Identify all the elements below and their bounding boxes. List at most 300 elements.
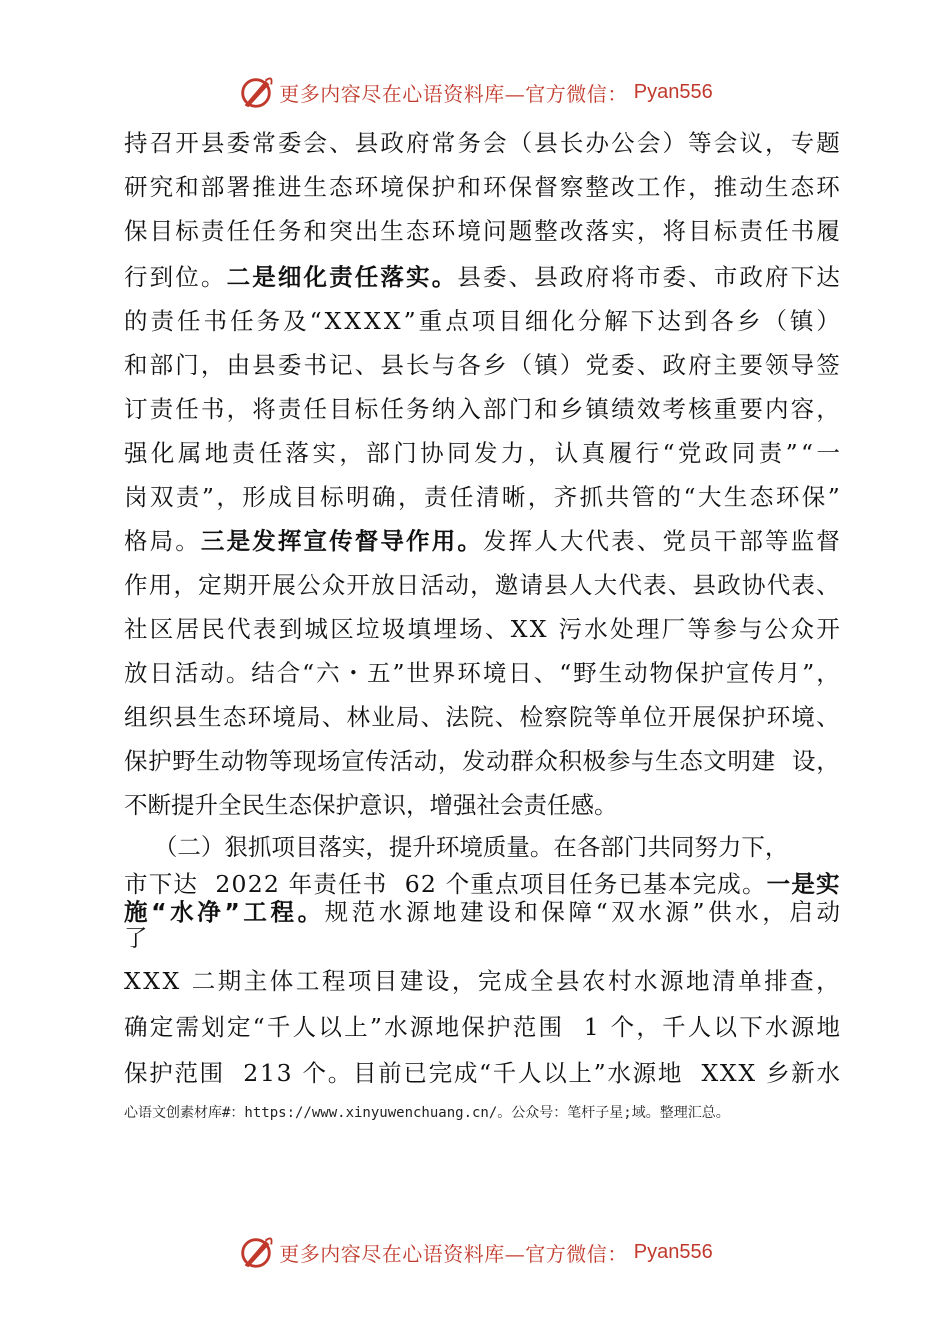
text-run-char: ，: [527, 439, 552, 467]
bold-heading-run-char: 实: [816, 870, 840, 898]
text-run-char: 区: [330, 615, 354, 643]
text-run-char: 责: [277, 395, 302, 423]
text-run-char: 作: [662, 173, 686, 201]
text-run-char: 部: [149, 351, 174, 379]
text-run-char: ”: [802, 659, 815, 687]
text-run-char: 同: [731, 439, 756, 467]
text-run-char: 人: [687, 1013, 712, 1041]
bold-heading-run-char: 是: [226, 527, 251, 555]
text-run-char: 环: [247, 703, 272, 731]
text-run-char: 乡: [559, 395, 584, 423]
bold-heading-run-char: ”: [224, 898, 240, 926]
text-run-char: 务: [256, 307, 281, 335]
text-run-char: [564, 1012, 571, 1042]
text-run-char: 织: [148, 703, 173, 731]
text-run-char: 要: [739, 351, 763, 379]
text-run-char: 各: [457, 351, 481, 379]
text-run-char: 等: [593, 703, 618, 731]
text-run-char: 推: [713, 173, 738, 201]
text-run-char: 、: [484, 615, 509, 643]
text-run-char: 设: [425, 967, 450, 995]
text-run-char: 和: [457, 173, 481, 201]
text-run-char: 化: [551, 307, 575, 335]
text-run-char: 县: [544, 571, 568, 599]
text-run-char: 法: [445, 703, 469, 731]
text-run-char: 考: [662, 395, 686, 423]
text-run-char: 、: [494, 703, 519, 731]
text-run-char: 分: [577, 307, 602, 335]
text-run-char: 务: [457, 129, 481, 157]
text-line: [124, 394, 840, 424]
text-run-char: ，: [398, 483, 422, 511]
text-run-char: 保: [124, 747, 148, 775]
text-run-char: 将: [252, 395, 276, 423]
text-run-char: “: [662, 439, 675, 467]
text-run-char: 开: [667, 703, 692, 731]
text-run-char: ，: [765, 129, 789, 157]
text-run-char: 局: [297, 703, 321, 731]
text-run-char: 和: [534, 395, 558, 423]
text-run-char: 成: [717, 870, 741, 898]
text-run-char: 城: [304, 615, 328, 643]
text-run-char: 、: [533, 659, 558, 687]
text-run-char: 部: [366, 439, 390, 467]
text-run-char: 宣: [341, 747, 365, 775]
text-run-char: 源: [405, 898, 430, 926]
text-run-char: 持: [124, 129, 148, 157]
text-run-char: 目: [149, 217, 174, 245]
text-run-char: 范: [174, 1059, 198, 1087]
text-run-char: 。: [225, 659, 250, 687]
footer-banner: [0, 1230, 950, 1274]
text-run-char: 务: [406, 395, 430, 423]
text-run-char: 体: [269, 967, 294, 995]
text-run-char: 境: [482, 659, 507, 687]
text-run-char: ，: [470, 571, 494, 599]
text-run-char: 市: [713, 263, 738, 291]
text-run-char: 明: [727, 747, 752, 775]
text-run-char: “: [252, 1013, 265, 1041]
text-run-char: 点: [495, 870, 519, 898]
text-run-char: 行: [124, 263, 148, 291]
text-run-char: 设: [487, 898, 511, 926]
text-run-char: 发: [473, 439, 498, 467]
text-run-char: 保: [674, 659, 699, 687]
text-run-char: 督: [816, 527, 840, 555]
text-run-char: 众: [534, 747, 558, 775]
bold-heading-run-char: 是: [791, 870, 815, 898]
text-run-char: ，: [216, 483, 240, 511]
text-run-char: 村: [608, 967, 632, 995]
text-run-char: ）: [559, 351, 584, 379]
text-run-char: 保: [406, 173, 430, 201]
text-run-char: 极: [582, 747, 607, 775]
text-run-char: 县: [457, 263, 481, 291]
text-run-char: 协: [420, 439, 444, 467]
text-run-char: 位: [175, 263, 199, 291]
text-run-char: 县: [380, 351, 404, 379]
text-run-char: 确: [372, 483, 396, 511]
text-run-char: 协: [741, 571, 766, 599]
text-run-char: “: [595, 898, 608, 926]
text-run-char: 动: [486, 747, 510, 775]
text-run-char: 的: [124, 307, 148, 335]
text-run-char: X: [162, 967, 180, 995]
text-run-char: 代: [618, 571, 642, 599]
text-run-char: 明: [346, 483, 370, 511]
text-run-char: 日: [149, 659, 173, 687]
text-line: [124, 1058, 840, 1088]
text-run-char: 圾: [381, 615, 406, 643]
text-run-char: ，: [173, 571, 197, 599]
text-run-char: 单: [738, 967, 762, 995]
text-run-char: X: [719, 1059, 737, 1087]
text-run-char: 源: [660, 967, 684, 995]
text-run-char: 专: [790, 129, 815, 157]
text-run-char: 生: [723, 483, 748, 511]
text-line: [124, 790, 840, 820]
text-run-char: ”: [369, 1013, 382, 1041]
bold-heading-run-char: 。: [431, 263, 456, 291]
text-run-char: 千: [492, 1059, 517, 1087]
text-run-char: 办: [585, 129, 610, 157]
text-run-char: 已: [403, 1059, 427, 1087]
text-run-char: 污: [558, 615, 583, 643]
text-run-char: X: [124, 967, 141, 995]
text-run-char: 态: [679, 747, 703, 775]
text-run-char: 日: [395, 571, 420, 599]
text-run-char: 源: [790, 1013, 815, 1041]
text-run-char: 县: [534, 129, 558, 157]
text-run-char: 责: [175, 483, 200, 511]
text-run-char: 认: [554, 439, 579, 467]
text-run-char: 地: [204, 439, 229, 467]
text-run-char: 责: [758, 439, 783, 467]
text-run-char: 将: [662, 217, 686, 245]
text-run-char: 围: [538, 1013, 563, 1041]
text-run-char: 推: [252, 173, 276, 201]
text-run-char: 的: [657, 483, 682, 511]
text-run-char: 责: [739, 217, 763, 245]
text-run-char: 解: [604, 307, 628, 335]
text-run-char: 会: [636, 129, 661, 157]
text-run-char: 日: [508, 659, 532, 687]
text-run-char: 动: [624, 659, 648, 687]
text-run-char: 抓: [579, 483, 604, 511]
text-run-char: [574, 1012, 581, 1042]
text-run-char: 生: [765, 173, 789, 201]
text-run-char: 问: [482, 217, 507, 245]
text-run-char: 文: [703, 747, 727, 775]
text-run-char: 传: [365, 747, 389, 775]
text-run-char: 业: [371, 703, 395, 731]
text-run-char: 下: [739, 1013, 763, 1041]
text-run-char: 保: [717, 703, 741, 731]
text-run-char: 与: [630, 747, 655, 775]
text-run-char: 改: [559, 217, 584, 245]
text-run-char: 签: [816, 351, 840, 379]
text-run-char: 挥: [508, 527, 533, 555]
text-run-char: 署: [226, 173, 251, 201]
text-run-char: [182, 966, 189, 996]
text-run-char: 要: [739, 395, 763, 423]
text-run-char: 活: [420, 571, 445, 599]
text-run-char: 任: [175, 395, 199, 423]
text-run-char: 突: [329, 217, 353, 245]
text-run-char: 属: [177, 439, 202, 467]
text-run-char: 境: [457, 217, 481, 245]
text-run-char: 任: [765, 217, 789, 245]
text-run-char: 活: [389, 747, 414, 775]
text-run-char: 个: [610, 1013, 635, 1041]
banner-wechat-id: Pyan556: [633, 80, 713, 103]
text-run-char: 县: [252, 351, 276, 379]
text-run-char: 保: [461, 1013, 485, 1041]
text-run-char: 目: [544, 870, 568, 898]
text-run-char: 组: [124, 703, 148, 731]
text-run-char: 护: [487, 1013, 511, 1041]
text-run-char: [234, 1058, 241, 1088]
text-run-char: 领: [765, 351, 789, 379]
text-run-char: 镇: [789, 307, 814, 335]
text-run-char: 订: [124, 395, 148, 423]
text-run-char: 一: [816, 439, 840, 467]
text-run-char: 常: [431, 129, 456, 157]
text-run-char: 群: [510, 747, 534, 775]
text-run-char: 实: [312, 439, 336, 467]
text-run-char: ，: [636, 1013, 660, 1041]
text-run-char: 标: [354, 395, 379, 423]
text-run-char: 主: [713, 351, 738, 379]
text-run-char: 放: [124, 659, 148, 687]
text-run-char: 人: [534, 527, 558, 555]
text-run-char: 局: [149, 527, 174, 555]
text-run-char: 定: [149, 1013, 174, 1041]
text-run-char: 护: [741, 703, 766, 731]
text-run: 不断提升全民生态保护意识，增强社会责任感。: [124, 791, 618, 819]
text-run-char: 基: [643, 870, 667, 898]
text-run-char: “: [302, 659, 315, 687]
text-run-char: 建: [460, 898, 484, 926]
text-run-char: 书: [362, 870, 387, 898]
text-run-char: [387, 872, 394, 896]
text-run-char: 划: [201, 1013, 225, 1041]
text-run-char: 政: [380, 129, 404, 157]
text-run-char: 化: [150, 439, 175, 467]
text-run-char: 2: [247, 870, 263, 898]
text-run-char: 境: [272, 703, 296, 731]
text-run-char: 会: [713, 129, 738, 157]
text-run-char: [601, 1012, 608, 1042]
bold-heading-run-char: 督: [354, 527, 379, 555]
text-run-char: 、: [354, 351, 379, 379]
banner-text: 更多内容尽在心语资料库—官方微信：: [279, 81, 628, 106]
text-run-char: 态: [790, 173, 815, 201]
text-run-char: 镇: [585, 395, 610, 423]
text-run-char: 公: [297, 571, 321, 599]
text-run-char: 市: [124, 870, 148, 898]
text-run-char: 政: [704, 439, 729, 467]
text-line: [124, 482, 840, 512]
text-run-char: 保: [801, 483, 826, 511]
text-run-char: 书: [200, 395, 225, 423]
text-run-char: 目: [498, 307, 522, 335]
text-run-char: 规: [324, 898, 349, 926]
text-run-char: 政: [739, 263, 763, 291]
text-run-char: ”: [201, 483, 214, 511]
text-run-char: 党: [585, 351, 610, 379]
text-run-char: 书: [303, 351, 327, 379]
text-run-char: 农: [581, 967, 606, 995]
text-run-char: 场: [317, 747, 341, 775]
text-run-char: 定: [226, 1013, 251, 1041]
text-run-char: “: [683, 483, 696, 511]
banner-text: 更多内容尽在心语资料库—官方微信：: [279, 1241, 628, 1266]
text-run-char: 和: [303, 217, 327, 245]
text-run-char: 野: [573, 659, 597, 687]
text-run-char: 动: [200, 659, 224, 687]
text-run-char: 物: [244, 747, 269, 775]
text-run-char: 齐: [553, 483, 578, 511]
bold-heading-run-char: 是: [252, 263, 276, 291]
text-run-char: 保: [124, 1059, 148, 1087]
text-run-char: 用: [148, 571, 173, 599]
text-run-char: [437, 872, 444, 896]
text-line: [124, 900, 840, 924]
text-run-char: 府: [585, 263, 610, 291]
text-run-char: [396, 872, 403, 896]
text-run-char: ，: [339, 439, 363, 467]
text-line: [124, 350, 840, 380]
text-run-char: 动: [445, 571, 469, 599]
text-run-char: 保: [508, 173, 533, 201]
text-run-char: 位: [643, 703, 667, 731]
text-run-char: 动: [816, 898, 840, 926]
text-run-char: X: [738, 1059, 756, 1087]
text-run-char: 供: [708, 898, 732, 926]
text-run-char: ”: [392, 659, 405, 687]
text-run-char: 程: [321, 967, 346, 995]
text-run-char: 双: [611, 898, 635, 926]
text-run-char: 合: [276, 659, 301, 687]
text-run-char: 主: [243, 967, 268, 995]
text-run-char: 环: [816, 173, 840, 201]
text-run-char: 上: [568, 1059, 592, 1087]
text-run-char: 水: [735, 898, 759, 926]
text-run-char: 世: [406, 659, 430, 687]
text-run-char: 书: [203, 307, 228, 335]
text-run-char: 环: [431, 217, 456, 245]
text-run-char: 项: [347, 967, 372, 995]
text-run-char: 生: [196, 747, 220, 775]
text-run-char: 护: [431, 173, 456, 201]
text-run-char: 乡: [482, 351, 507, 379]
text-run-char: 上: [344, 1013, 368, 1041]
text-run-char: 完: [692, 870, 717, 898]
text-run-char: X: [510, 615, 528, 643]
bold-heading-run-char: 作: [406, 527, 430, 555]
text-run-char: 察: [544, 703, 568, 731]
text-run-char: 院: [470, 703, 494, 731]
text-run-char: 长: [559, 129, 584, 157]
text-run-char: 任: [177, 307, 201, 335]
text-run-char: [757, 1058, 764, 1088]
text-run-char: ，: [527, 483, 552, 511]
text-run-char: 宣: [725, 659, 750, 687]
text-run-char: 议: [739, 129, 763, 157]
text-run-char: 源: [632, 1059, 657, 1087]
text-run-char: 期: [222, 571, 247, 599]
text-run-char: 达: [657, 307, 681, 335]
text-run-char: 环: [482, 173, 507, 201]
text-run-char: ）: [662, 129, 686, 157]
text-run-char: 及: [283, 307, 307, 335]
text-run-char: 请: [519, 571, 543, 599]
text-run-char: X: [344, 307, 362, 335]
bold-heading-run-char: 工: [243, 898, 267, 926]
text-run-char: 将: [611, 263, 635, 291]
text-run-char: 众: [321, 571, 346, 599]
text-run-char: 委: [226, 129, 251, 157]
text-run-char: 成: [503, 967, 528, 995]
text-line: [124, 746, 840, 776]
text-line: [124, 614, 840, 644]
text-run-char: 、: [636, 527, 661, 555]
text-run-char: 部: [739, 527, 763, 555]
text-run-char: 开: [175, 129, 199, 157]
bold-heading-run-char: 落: [380, 263, 404, 291]
text-run-char: 排: [764, 967, 788, 995]
text-run-char: 大: [593, 571, 618, 599]
text-run-char: 常: [252, 129, 276, 157]
quill-logo-icon: [237, 1233, 275, 1271]
text-run-char: 进: [277, 173, 302, 201]
text-run-char: 地: [686, 967, 710, 995]
text-run-char: 表: [252, 615, 277, 643]
text-run-char: 六: [316, 659, 340, 687]
text-run-char: 区: [149, 615, 174, 643]
text-run-char: 整: [534, 217, 558, 245]
text-run-char: X: [383, 307, 401, 335]
text-run-char: 政: [717, 571, 741, 599]
text-run-char: 任: [380, 395, 404, 423]
text-run-char: 责: [423, 483, 448, 511]
text-run-char: 县: [692, 571, 717, 599]
text-run-char: 水: [378, 898, 403, 926]
bold-heading-run-char: 发: [252, 527, 276, 555]
text-run-char: 人: [568, 571, 593, 599]
text-run-char: 结: [251, 659, 275, 687]
text-run-char: 邀: [494, 571, 519, 599]
text-run-char: 目: [352, 1059, 377, 1087]
text-run-char: 会: [482, 129, 507, 157]
text-run-char: 书: [790, 217, 815, 245]
text-run-char: 县: [534, 263, 558, 291]
text-run-char: 五: [367, 659, 391, 687]
text-run-char: 任: [303, 395, 327, 423]
bold-heading-run-char: 三: [200, 527, 225, 555]
text-run-char: 任: [230, 307, 254, 335]
text-run-char: 等: [687, 615, 711, 643]
text-run-char: 局: [395, 703, 420, 731]
text-run-char: 公: [611, 129, 635, 157]
text-run-char: 成: [453, 1059, 478, 1087]
text-run-char: ”: [827, 483, 840, 511]
text-run-char: 现: [292, 747, 317, 775]
text-run-char: 责: [231, 439, 256, 467]
text-run-char: 双: [149, 483, 174, 511]
text-run-char: 保: [541, 898, 565, 926]
